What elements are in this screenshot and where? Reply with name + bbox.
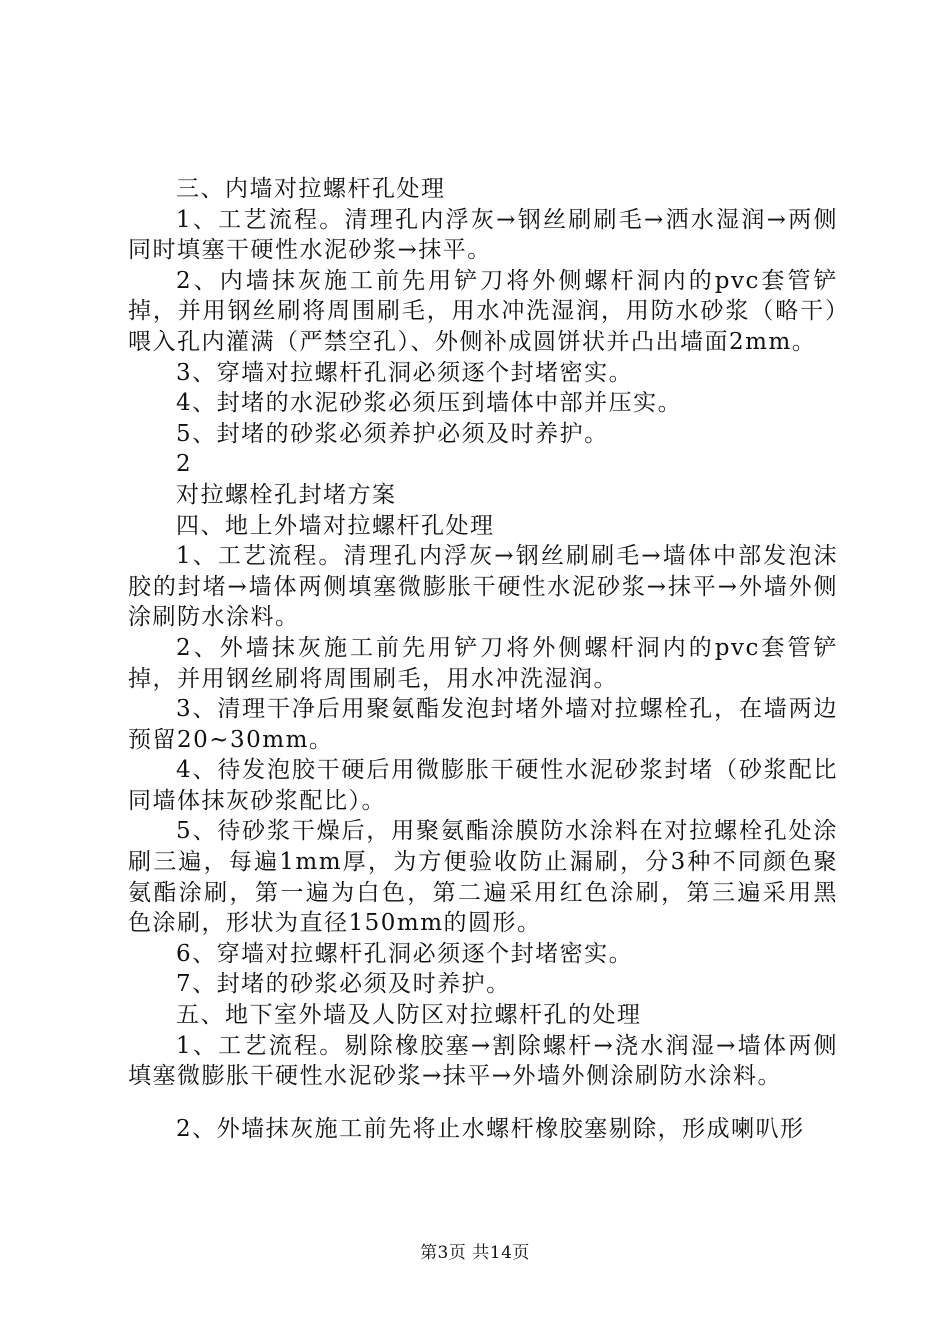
section-heading-3: 三、内墙对拉螺杆孔处理: [176, 176, 446, 202]
paragraph: 2、外墙抹灰施工前先用铲刀将外侧螺杆洞内的pvc套管铲掉，并用钢丝刷将周围刷毛，用水冲洗湿润。: [128, 634, 838, 692]
paragraph: 5、待砂浆干燥后，用聚氨酯涂膜防水涂料在对拉螺栓孔处涂刷三遍，每遍1mm厚，为方便验收防止漏刷，分3种不同颜色聚氨酯涂刷，第一遍为白色，第二遍采用红色涂刷，第三遍采用黑色涂刷，形状为直径150mm的圆形。: [128, 818, 838, 937]
paragraph: 3、穿墙对拉螺杆孔洞必须逐个封堵密实。: [176, 359, 634, 386]
paragraph: 5、封堵的砂浆必须养护必须及时养护。: [176, 420, 609, 447]
paragraph: 2、外墙抹灰施工前先将止水螺杆橡胶塞剔除，形成喇叭形: [176, 1115, 805, 1142]
paragraph: 2、内墙抹灰施工前先用铲刀将外侧螺杆洞内的pvc套管铲掉，并用钢丝刷将周围刷毛，用水冲洗湿润，用防水砂浆（略干）喂入孔内灌满（严禁空孔）、外侧补成圆饼状并凸出墙面2mm。: [128, 267, 838, 355]
section-heading-5: 五、地下室外墙及人防区对拉螺杆孔的处理: [176, 1002, 642, 1029]
paragraph: 4、待发泡胶干硬后用微膨胀干硬性水泥砂浆封堵（砂浆配比同墙体抹灰砂浆配比）。: [128, 757, 838, 814]
paragraph: 4、封堵的水泥砂浆必须压到墙体中部并压实。: [176, 390, 683, 417]
document-title: 对拉螺栓孔封堵方案: [176, 481, 397, 508]
paragraph: 7、封堵的砂浆必须及时养护。: [176, 971, 511, 998]
section-heading-4: 四、地上外墙对拉螺杆孔处理: [176, 512, 495, 539]
paragraph: 1、工艺流程。剔除橡胶塞→割除螺杆→浇水润湿→墙体两侧填塞微膨胀干硬性水泥砂浆→抹平→外墙外侧涂刷防水涂料。: [128, 1032, 838, 1090]
paragraph: 1、工艺流程。清理孔内浮灰→钢丝刷刷毛→洒水湿润→两侧同时填塞干硬性水泥砂浆→抹平。: [128, 206, 838, 264]
document-body: [128, 174, 838, 1144]
page-footer: 第3页 共14页: [420, 1243, 530, 1263]
page-marker: 2: [176, 451, 193, 478]
paragraph: 1、工艺流程。清理孔内浮灰→钢丝刷刷毛→墙体中部发泡沫胶的封堵→墙体两侧填塞微膨胀干硬性水泥砂浆→抹平→外墙外侧涂刷防水涂料。: [128, 543, 838, 631]
paragraph: 6、穿墙对拉螺杆孔洞必须逐个封堵密实。: [176, 940, 634, 967]
paragraph: 3、清理干净后用聚氨酯发泡封堵外墙对拉螺栓孔，在墙两边预留20~30mm。: [128, 696, 838, 753]
